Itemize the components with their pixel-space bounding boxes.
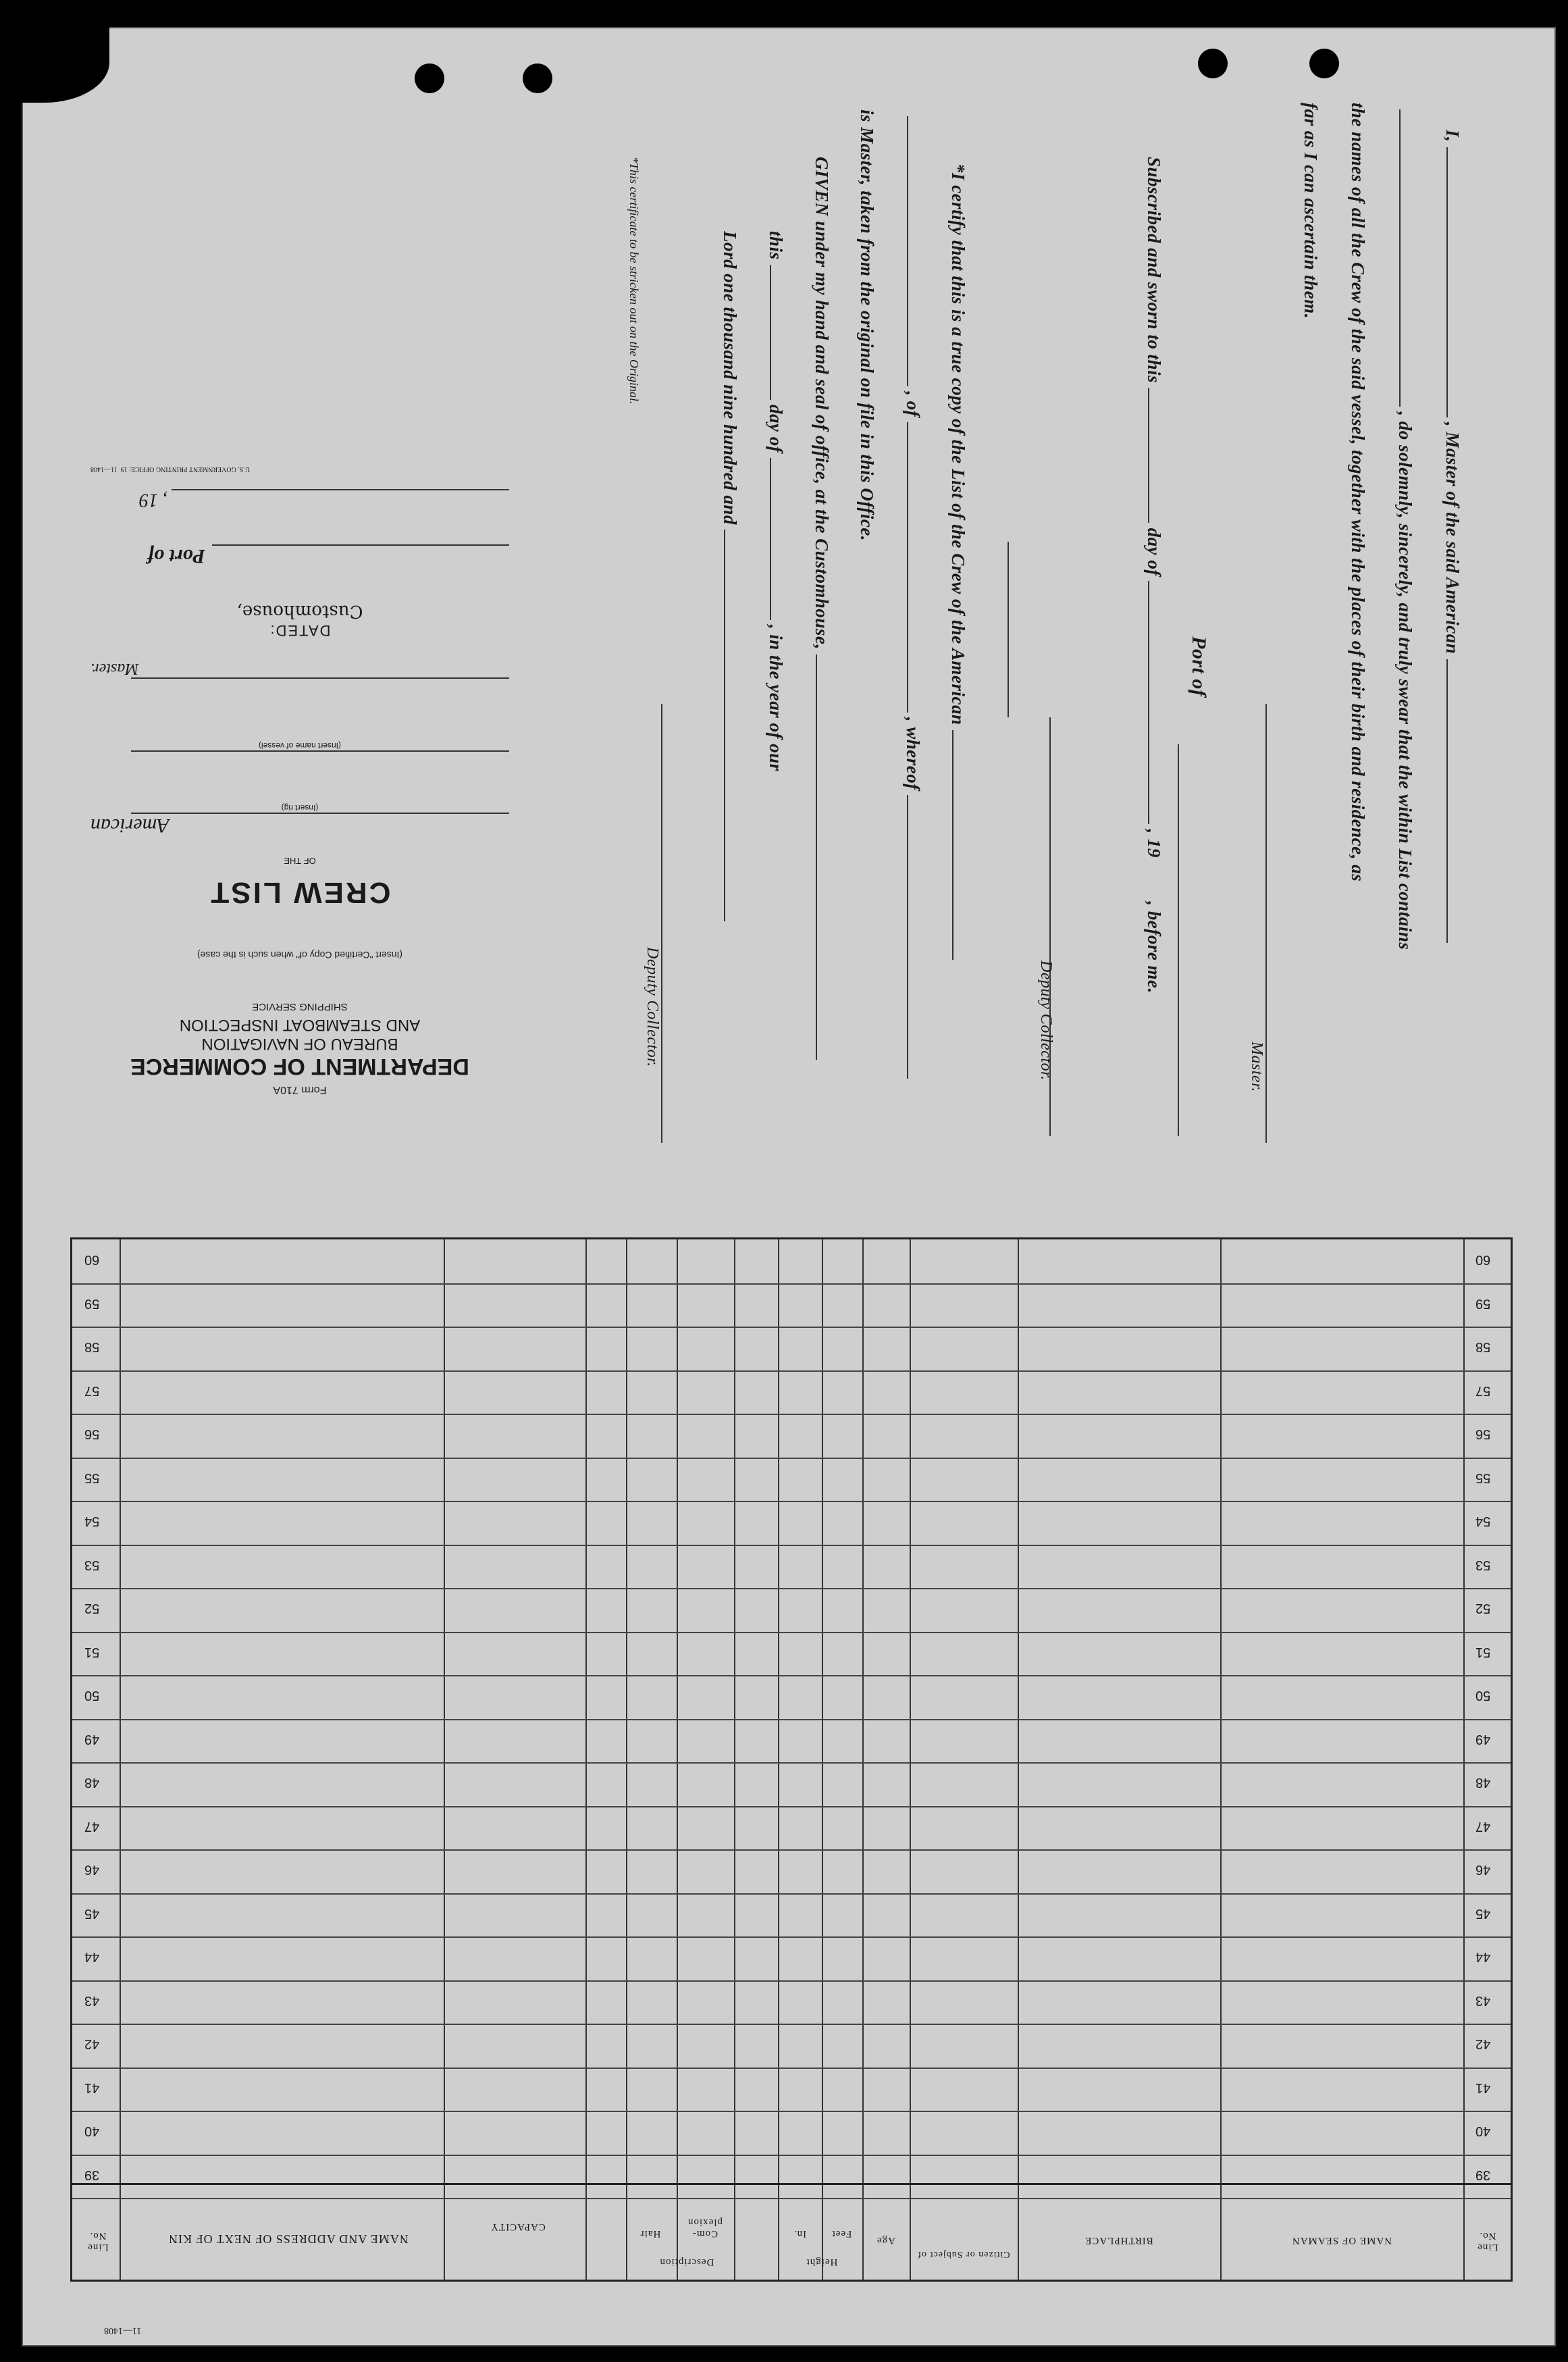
line-number-right: 44 (1475, 1949, 1491, 1964)
line-number-left: 41 (84, 2080, 100, 2095)
service-label: SHIPPING SERVICE (252, 1001, 348, 1012)
table-row (72, 1501, 1511, 1502)
certificate-line-2: , of , whereof (902, 116, 923, 1079)
line-number-left: 53 (84, 1557, 100, 1572)
line-number-left: 51 (84, 1644, 100, 1660)
line-number-right: 59 (1475, 1295, 1491, 1311)
line-number-left: 47 (84, 1818, 100, 1834)
certificate-line-5: this day of , in the year of our (766, 231, 786, 771)
line-number-left: 55 (84, 1470, 100, 1485)
column-divider (862, 1239, 864, 2280)
table-row (72, 1936, 1511, 1938)
line-number-left: 40 (84, 2124, 100, 2138)
column-divider (1220, 1239, 1222, 2280)
line-number-left: 45 (84, 1905, 100, 1921)
oath-line-3: the names of all the Crew of the said vessel, together with the places of their birth and residence, as (1348, 103, 1368, 882)
line-number-right: 58 (1475, 1339, 1491, 1354)
table-row (72, 1327, 1511, 1328)
header-age: Age (877, 2235, 895, 2246)
line-number-right: 42 (1475, 2036, 1491, 2051)
table-row (72, 1762, 1511, 1764)
cover-year: , 19 (139, 490, 167, 511)
column-divider (120, 1239, 121, 2280)
table-row (72, 1980, 1511, 1982)
line-number-right: 56 (1475, 1427, 1491, 1441)
column-divider (910, 1239, 911, 2280)
line-number-right: 50 (1475, 1688, 1491, 1703)
table-row (72, 2111, 1511, 2112)
header-name-of-seaman: NAME OF SEAMAN (1291, 2235, 1392, 2246)
line-number-right: 51 (1475, 1644, 1491, 1660)
certificate-line-4: GIVEN under my hand and seal of office, at the Customhouse, (811, 157, 832, 1060)
certificate-line-3: is Master, taken from the original on file in this Office. (857, 109, 877, 542)
line-number-left: 54 (84, 1514, 100, 1529)
table-row (72, 1719, 1511, 1720)
table-row (72, 1632, 1511, 1633)
certificate-deputy-line (661, 704, 662, 1143)
table-row (72, 1849, 1511, 1851)
customhouse-label: Customhouse, (236, 601, 363, 621)
seal-line (1008, 542, 1009, 717)
line-number-right: 46 (1475, 1862, 1491, 1877)
line-number-left: 50 (84, 1688, 100, 1703)
line-number-left: 42 (84, 2036, 100, 2051)
header-next-of-kin: NAME AND ADDRESS OF NEXT OF KIN (168, 2232, 409, 2246)
oath-line-4: far as I can ascertain them. (1301, 103, 1321, 319)
cover-master-label: Master. (90, 660, 139, 677)
deputy-collector-label: Deputy Collector. (1037, 960, 1055, 1081)
crew-list-form-page (22, 27, 1556, 2346)
table-row (72, 1458, 1511, 1459)
bureau-line-2: AND STEAMBOAT INSPECTION (179, 1016, 421, 1034)
line-number-left: 43 (84, 1993, 100, 2008)
insert-vessel-note: (Insert name of vessel) (258, 741, 342, 750)
line-number-left: 56 (84, 1427, 100, 1441)
line-number-right: 60 (1475, 1252, 1491, 1267)
column-divider (778, 1239, 779, 2280)
oath-line-2: , do solemnly, sincerely, and truly swear that the within List contains (1394, 109, 1415, 950)
table-row (72, 1283, 1511, 1285)
line-number-left: 58 (84, 1339, 100, 1354)
column-divider (585, 1239, 587, 2280)
line-number-left: 46 (84, 1862, 100, 1877)
printing-office-note: U.S. GOVERNMENT PRINTING OFFICE: 19 11—1408 (90, 465, 251, 473)
header-hair: Hair (639, 2228, 661, 2239)
table-row (72, 2068, 1511, 2069)
column-divider (626, 1239, 627, 2280)
header-inches: In. (793, 2228, 807, 2239)
master-signature-line (1265, 704, 1267, 1143)
certificate-deputy-label: Deputy Collector. (644, 947, 661, 1067)
line-number-left: 49 (84, 1731, 100, 1747)
footer-form-code: 11—1408 (104, 2326, 142, 2336)
table-header (72, 2183, 1511, 2280)
header-line-no-right: Line No. (1477, 2230, 1498, 2253)
line-number-left: 60 (84, 1252, 100, 1267)
insert-rig-note: (Insert rig) (281, 803, 319, 813)
line-number-right: 53 (1475, 1557, 1491, 1572)
column-divider (822, 1239, 823, 2280)
column-divider (444, 1239, 445, 2280)
dated-label: DATED: (269, 622, 331, 639)
oath-line-1: I, , Master of the said American (1442, 130, 1463, 943)
line-number-left: 44 (84, 1949, 100, 1964)
table-row (72, 1545, 1511, 1546)
cover-block (90, 465, 509, 1096)
column-divider (734, 1239, 735, 2280)
line-number-right: 49 (1475, 1731, 1491, 1747)
header-line-no-left: Line No. (87, 2230, 109, 2253)
header-birthplace: BIRTHPLACE (1084, 2235, 1153, 2246)
line-number-left: 57 (84, 1383, 100, 1398)
line-number-right: 47 (1475, 1818, 1491, 1834)
subscribed-line: Subscribed and sworn to this day of , 19 , before me. (1144, 157, 1164, 994)
oath-and-cover-section (23, 28, 1554, 1231)
table-row (72, 2024, 1511, 2025)
header-capacity: CAPACITY (490, 2222, 546, 2232)
line-number-right: 57 (1475, 1383, 1491, 1398)
certificate-line-1: *I certify that this is a true copy of the List of the Crew of the American (947, 163, 968, 960)
table-row (72, 1588, 1511, 1589)
table-row (72, 1370, 1511, 1372)
line-number-right: 40 (1475, 2124, 1491, 2138)
line-number-right: 52 (1475, 1601, 1491, 1616)
header-complexion: Com- plexion (687, 2217, 723, 2239)
certificate-line-6: Lord one thousand nine hundred and (719, 231, 740, 921)
line-number-left: 59 (84, 1295, 100, 1311)
line-number-left: 39 (84, 2167, 100, 2182)
line-number-right: 41 (1475, 2080, 1491, 2095)
certificate-footnote: *This certificate to be stricken out on the Original. (627, 157, 641, 405)
american-label: American (90, 815, 169, 837)
form-number: Form 710A (273, 1084, 327, 1096)
table-row (72, 1806, 1511, 1807)
header-feet: Feet (831, 2228, 852, 2239)
of-the-label: OF THE (284, 856, 316, 866)
table-row (72, 2155, 1511, 2156)
line-number-left: 48 (84, 1775, 100, 1790)
line-number-right: 48 (1475, 1775, 1491, 1790)
table-row (72, 1414, 1511, 1415)
column-divider (1463, 1239, 1465, 2280)
crew-table (70, 1237, 1513, 2282)
line-number-right: 45 (1475, 1905, 1491, 1921)
line-number-right: 43 (1475, 1993, 1491, 2008)
port-of-label: Port of (1188, 636, 1210, 697)
port-line (1178, 744, 1179, 1136)
table-row (72, 1675, 1511, 1676)
line-number-right: 54 (1475, 1514, 1491, 1529)
line-number-left: 52 (84, 1601, 100, 1616)
column-divider (1018, 1239, 1019, 2280)
header-description: Description (659, 2257, 714, 2267)
table-row (72, 1893, 1511, 1895)
header-citizen: Citizen or Subject of (917, 2249, 1010, 2259)
column-divider (677, 1239, 678, 2280)
certified-note: (Insert "Certified Copy of" when such is the case) (197, 950, 403, 960)
cover-port-of: Port of (147, 545, 205, 567)
line-number-right: 55 (1475, 1470, 1491, 1485)
bureau-line-1: BUREAU OF NAVIGATION (201, 1035, 398, 1053)
header-height: Height (806, 2257, 838, 2267)
crew-list-title: CREW LIST (209, 876, 391, 909)
line-number-right: 39 (1475, 2167, 1491, 2182)
department-title: DEPARTMENT OF COMMERCE (130, 1054, 469, 1079)
master-label: Master. (1248, 1042, 1265, 1092)
